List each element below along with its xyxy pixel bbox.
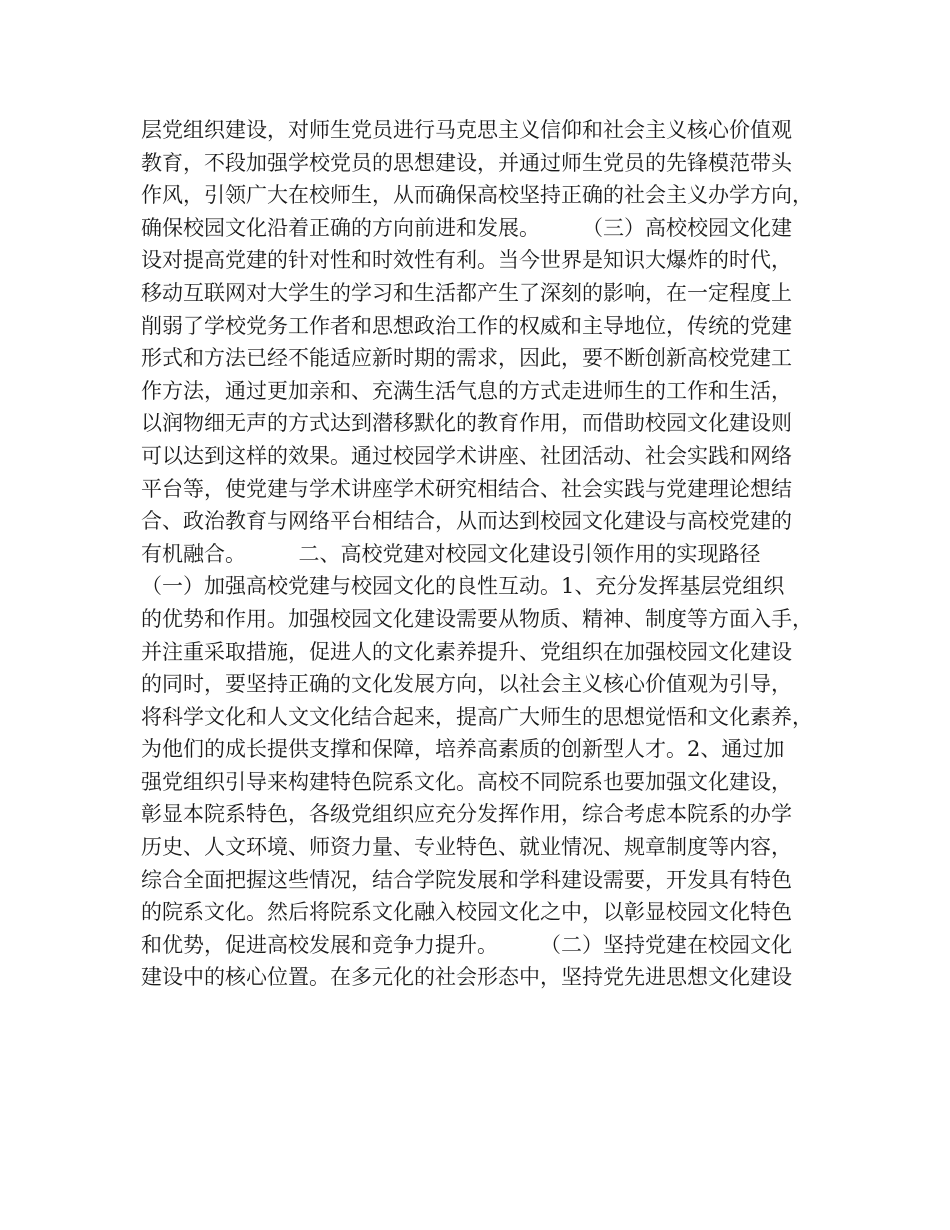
text-line: 削弱了学校党务工作者和思想政治工作的权威和主导地位，传统的党建 bbox=[141, 313, 792, 338]
text-line: （一）加强高校党建与校园文化的良性互动。1、充分发挥基层党组织 bbox=[141, 574, 785, 599]
text-line: 可以达到这样的效果。通过校园学术讲座、社团活动、社会实践和网络 bbox=[141, 443, 792, 468]
text-line: 层党组织建设，对师生党员进行马克思主义信仰和社会主义核心价值观 bbox=[141, 118, 792, 142]
text-line: 强党组织引导来构建特色院系文化。高校不同院系也要加强文化建设， bbox=[141, 769, 792, 794]
text-line: 移动互联网对大学生的学习和生活都产生了深刻的影响，在一定程度上 bbox=[141, 280, 792, 305]
text-line: 综合全面把握这些情况，结合学院发展和学科建设需要，开发具有特色 bbox=[141, 867, 792, 892]
text-line: 将科学文化和人文文化结合起来，提高广大师生的思想觉悟和文化素养， bbox=[141, 704, 813, 729]
text-line: 作方法，通过更加亲和、充满生活气息的方式走进师生的工作和生活， bbox=[141, 378, 792, 403]
text-line: 形式和方法已经不能适应新时期的需求，因此，要不断创新高校党建工 bbox=[141, 346, 792, 371]
text-line: 的优势和作用。加强校园文化建设需要从物质、精神、制度等方面入手， bbox=[141, 606, 813, 631]
text-line: 为他们的成长提供支撑和保障，培养高素质的创新型人才。2、通过加 bbox=[141, 737, 785, 762]
text-line: 的院系文化。然后将院系文化融入校园文化之中，以彰显校园文化特色 bbox=[141, 900, 792, 925]
text-line: 以润物细无声的方式达到潜移默化的教育作用，而借助校园文化建设则 bbox=[141, 411, 792, 436]
text-line: 教育，不段加强学校党员的思想建设，并通过师生党员的先锋模范带头 bbox=[141, 150, 792, 175]
body-text bbox=[141, 114, 831, 994]
text-line: 作风，引领广大在校师生，从而确保高校坚持正确的社会主义办学方向， bbox=[141, 183, 813, 208]
text-line: 合、政治教育与网络平台相结合，从而达到校园文化建设与高校党建的 bbox=[141, 509, 792, 534]
text-line: 平台等，使党建与学术讲座学术研究相结合、社会实践与党建理论想结 bbox=[141, 476, 792, 501]
text-line: 有机融合。 二、高校党建对校园文化建设引领作用的实现路径 bbox=[141, 541, 761, 566]
text-line: 设对提高党建的针对性和时效性有利。当今世界是知识大爆炸的时代， bbox=[141, 248, 792, 273]
text-line: 历史、人文环境、师资力量、专业特色、就业情况、规章制度等内容， bbox=[141, 835, 792, 860]
text-line: 和优势，促进高校发展和竞争力提升。 （二）坚持党建在校园文化 bbox=[141, 932, 792, 957]
text-line: 的同时，要坚持正确的文化发展方向，以社会主义核心价值观为引导， bbox=[141, 672, 792, 697]
text-line: 彰显本院系特色，各级党组织应充分发挥作用，综合考虑本院系的办学 bbox=[141, 802, 792, 827]
text-line: 并注重采取措施，促进人的文化素养提升、党组织在加强校园文化建设 bbox=[141, 639, 792, 664]
text-line: 确保校园文化沿着正确的方向前进和发展。 （三）高校校园文化建 bbox=[141, 215, 792, 240]
text-line: 建设中的核心位置。在多元化的社会形态中，坚持党先进思想文化建设 bbox=[141, 965, 792, 990]
